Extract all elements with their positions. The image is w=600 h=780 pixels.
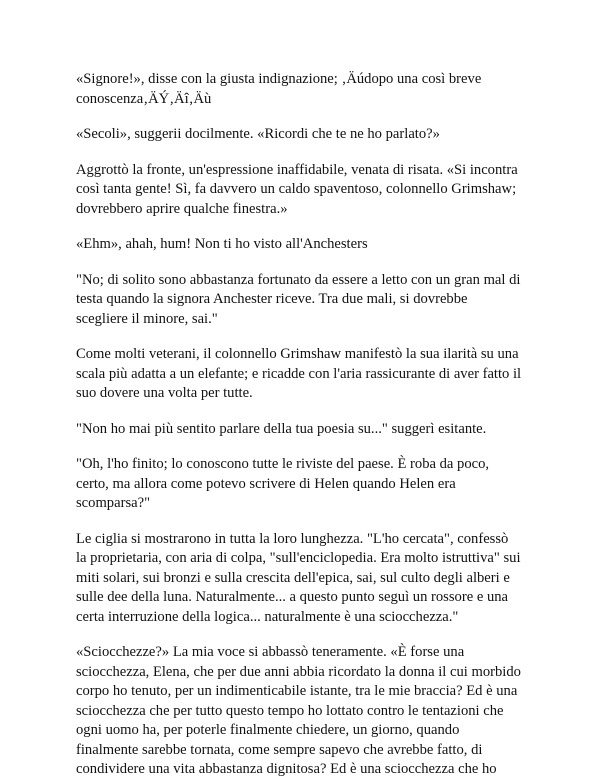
paragraph-1: «Signore!», disse con la giusta indignazione; ‚Äúdopo una così breve conoscenza‚ÄÝ‚Äî‚Äù (76, 71, 482, 107)
paragraph-4: «Ehm», ahah, hum! Non ti ho visto all'Anchesters (76, 236, 368, 252)
paragraph-8: "Oh, l'ho finito; lo conoscono tutte le riviste del paese. È roba da poco, certo, ma allora come potevo scrivere di Helen quando Helen era scomparsa?" (76, 456, 490, 511)
paragraph-3: Aggrottò la fronte, un'espressione inaffidabile, venata di risata. «Si incontra così tanta gente! Sì, fa davvero un caldo spaventoso, colonnello Grimshaw; dovrebbero aprire qualche finestra.» (76, 161, 518, 217)
paragraph-6: Come molti veterani, il colonnello Grimshaw manifestò la sua ilarità su una scala più adatta a un elefante; e ricadde con l'aria rassicurante di aver fatto il suo dovere una volta per tutte. (76, 346, 522, 401)
paragraph-9: Le ciglia si mostrarono in tutta la loro lunghezza. "L'ho cercata", confessò la proprietaria, con aria di colpa, "sull'enciclopedia. Era molto istruttiva" sui miti solari, sui bronzi e sulla crescita dell'epica, sai, sul culto degli alberi e sulle dee della luna. Naturalmente... a questo punto seguì un rossore e una certa interruzione della logica... naturalmente è una sciocchezza." (76, 530, 521, 625)
paragraph-7: "Non ho mai più sentito parlare della tua poesia su..." suggerì esitante. (76, 420, 487, 437)
paragraph-10: «Sciocchezze?» La mia voce si abbassò teneramente. «È forse una sciocchezza, Elena, che per due anni abbia ricordato la donna il cui morbido corpo ho tenuto, per un indimenticabile istante, tra le mie braccia? Ed è una sciocchezza che per tutto questo tempo ho lottato contro le tentazioni che ogni uomo ha, per poterle finalmente chiedere, un giorno, quando finalmente sarebbe tornata, come sempre sapevo che avrebbe fatto, di condividere una vita abbastanza dignitosa? Ed è una sciocchezza che ho (76, 644, 521, 777)
paragraph-5: "No; di solito sono abbastanza fortunato da essere a letto con un gran mal di testa quando la signora Anchester riceve. Tra due mali, si dovrebbe scegliere il minore, sai." (76, 271, 521, 327)
paragraph-2: «Secoli», suggerii docilmente. «Ricordi che te ne ho parlato?» (76, 126, 440, 142)
